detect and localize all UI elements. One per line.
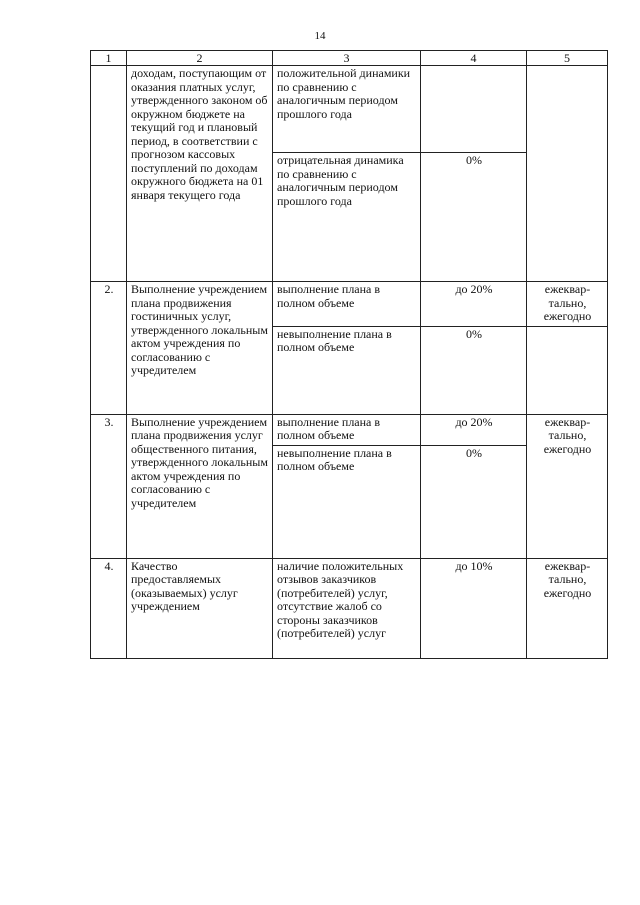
row-number: 4. <box>91 558 127 658</box>
criterion-cell: доходам, поступающим от оказания платных услуг, утвержденного законом об окружном бюджете на текущий год и плановый период, в соответствии с прогнозом кассовых поступлений по доходам окружного бюджета на 01 января текущего года <box>127 66 273 282</box>
score-cell: 0% <box>421 445 527 558</box>
score-cell: 0% <box>421 326 527 414</box>
column-header-2: 2 <box>127 51 273 66</box>
table-row <box>91 282 608 327</box>
condition-cell: положительной динамики по сравнению с аналогичным периодом прошлого года <box>273 66 421 153</box>
condition-cell: невыполнение плана в полном объеме <box>273 445 421 558</box>
period-cell <box>527 66 608 282</box>
score-cell: 0% <box>421 153 527 282</box>
condition-cell: отрицательная динамика по сравнению с аналогичным периодом прошлого года <box>273 153 421 282</box>
column-header-4: 4 <box>421 51 527 66</box>
condition-cell: невыполнение плана в полном объеме <box>273 326 421 414</box>
table-row <box>91 414 608 445</box>
page-number: 14 <box>314 30 326 42</box>
condition-cell: выполнение плана в полном объеме <box>273 282 421 327</box>
score-cell: до 10% <box>421 558 527 658</box>
criterion-cell: Выполнение учреждением плана продвижения услуг общественного питания, утвержденного локальным актом учреждения по согласованию с учредителем <box>127 414 273 558</box>
table-header-row <box>91 51 608 66</box>
row-number <box>91 66 127 282</box>
score-cell <box>421 66 527 153</box>
column-header-5: 5 <box>527 51 608 66</box>
column-header-1: 1 <box>91 51 127 66</box>
criterion-cell: Качество предоставляемых (оказываемых) услуг учреждением <box>127 558 273 658</box>
score-cell: до 20% <box>421 282 527 327</box>
row-number: 2. <box>91 282 127 415</box>
condition-cell: выполнение плана в полном объеме <box>273 414 421 445</box>
row-number: 3. <box>91 414 127 558</box>
condition-cell: наличие положительных отзывов заказчиков (потребителей) услуг, отсутствие жалоб со стороны заказчиков (потребителей) услуг <box>273 558 421 658</box>
period-cell: ежеквар-тально, ежегодно <box>527 414 608 558</box>
period-cell: ежеквар-тально, ежегодно <box>527 558 608 658</box>
criteria-table <box>90 50 608 659</box>
table-row <box>91 558 608 658</box>
column-header-3: 3 <box>273 51 421 66</box>
period-cell-empty <box>527 326 608 414</box>
table-row <box>91 66 608 153</box>
period-cell: ежеквар-тально, ежегодно <box>527 282 608 327</box>
criterion-cell: Выполнение учреждением плана продвижения гостиничных услуг, утвержденного локальным актом учреждения по согласованию с учредителем <box>127 282 273 415</box>
score-cell: до 20% <box>421 414 527 445</box>
